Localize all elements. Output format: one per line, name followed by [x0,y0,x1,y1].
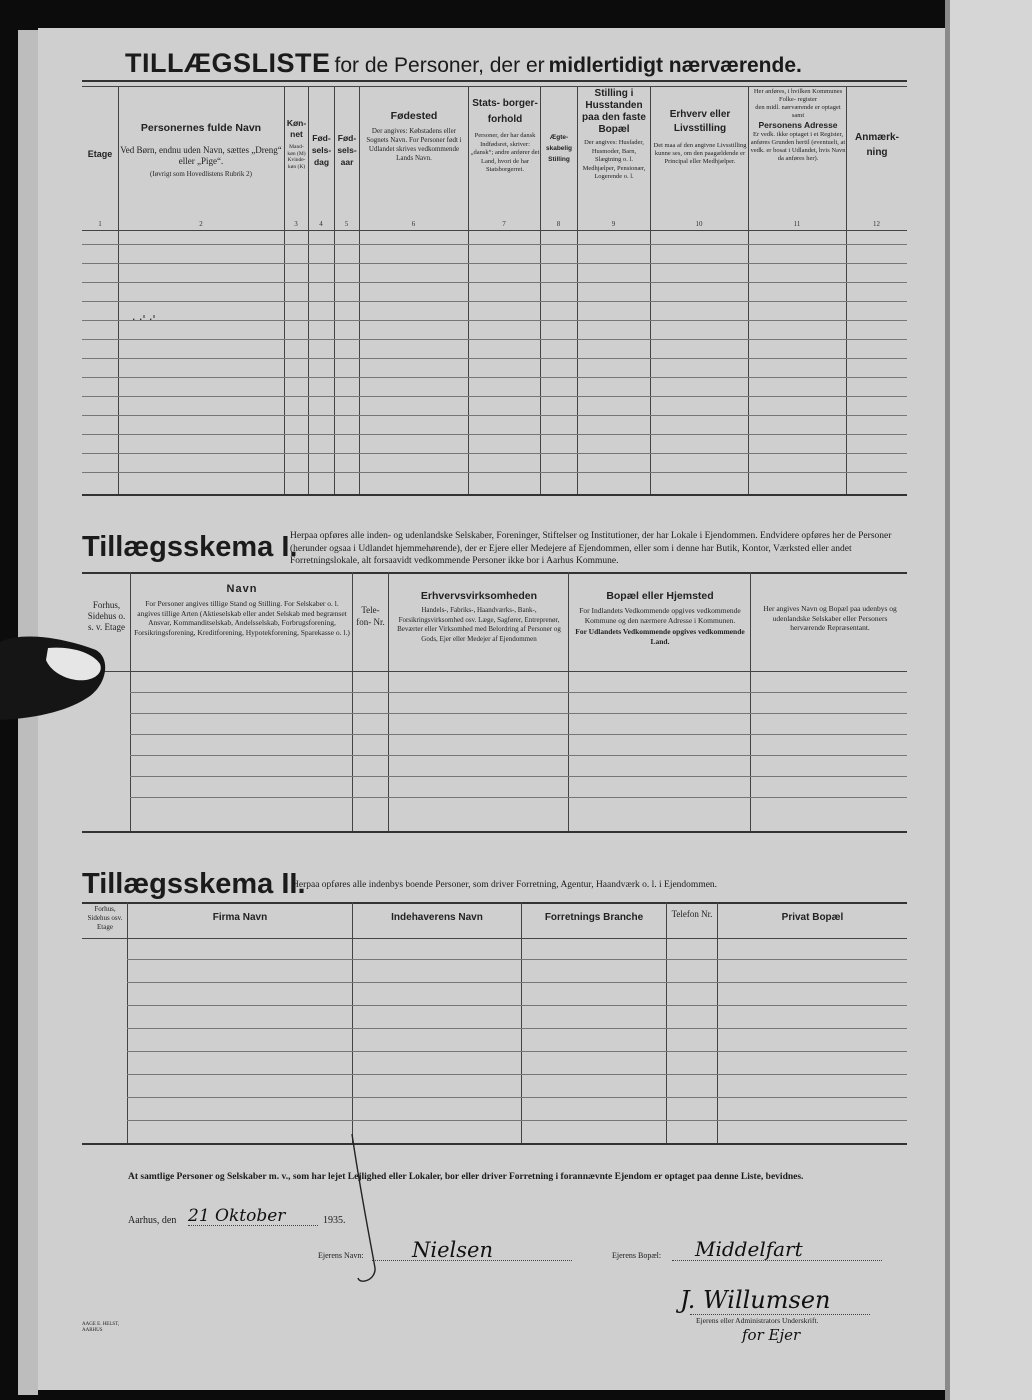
printer-imprint: AAGE E. HELST, AARHUS [82,1322,120,1333]
date-city-label: Aarhus, den [128,1215,177,1226]
col-citizenship-note: Personer, der har dansk Indfødsret, skriver: „dansk“; andre anfører det Land, hvori de har Statsborgerret. [470,132,540,173]
col-gender-title: Køn- net [286,118,307,139]
title-end: midlertidigt nærværende. [548,54,802,77]
col-name-note: Ved Børn, endnu uden Navn, sættes „Dreng“ eller „Pige“. [120,145,282,166]
col-household-note: Der angives: Husfader, Husmoder, Barn, Slægtning o. l. Medhjælper, Pensionær, Logerende o. l. [582,139,646,180]
col-occupation-title: Erhverv eller Livsstilling [669,109,731,134]
col-address-header [750,88,846,163]
skema2-col-firma: Firma Navn [212,912,268,923]
col-occupation-header [652,108,748,166]
date-handwritten: 21 Oktober [188,1206,286,1226]
col-num-2: 2 [199,220,203,228]
col-citizenship-header [470,96,540,175]
col-citizenship-title: Stats- borger- forhold [472,98,538,125]
col-num-3: 3 [294,220,298,228]
skema2-col-bopael: Privat Bopæl [781,912,844,923]
form-page [38,28,950,1390]
col-num-12: 12 [873,220,880,228]
col-num-1: 1 [98,220,102,228]
date-year: 1935. [323,1215,346,1226]
skema1-col-telefon: Tele- fon- Nr. [356,605,385,627]
thumb-photo [0,630,110,725]
skema1-col-erhverv [391,590,567,644]
col-num-4: 4 [319,220,323,228]
col-household-header [578,88,650,182]
skema1-col-erhverv-note: Handels-, Fabriks-, Haandværks-, Bank-, Forsikringsvirksomhed osv. Læge, Sagfører, Entreprenør, Beværter eller Virksomhed med Belordring af Personer og Gods, Ejer eller Medejer af Ejendommen [397,606,561,643]
title-middle: for de Personer, der er [334,54,545,77]
col-num-5: 5 [344,220,349,228]
col-birthplace-title: Fødested [390,110,438,122]
signature-label: Ejerens eller Administrators Underskrift. [696,1316,819,1325]
col-etage-header: Etage [87,149,113,159]
col-gender-header [285,118,308,170]
skema2-intro: Herpaa opføres alle indenbys boende Personer, som driver Forretning, Agentur, Haandværk o. l. i Ejendommen. [292,880,718,890]
skema1-title: Tillægsskema I. [82,531,298,563]
skema2-col-indehaver: Indehaverens Navn [391,912,483,923]
col-birthyear-header: Fød- sels- aar [337,133,357,167]
col-num-7: 7 [502,220,506,228]
col-address-title: Personens Adresse [758,120,838,130]
facing-page [950,0,1032,1400]
owner-name-hand: Nielsen [412,1238,493,1262]
col-num-8: 8 [556,220,561,228]
page-title [125,48,905,79]
title-main: TILLÆGSLISTE [125,48,331,78]
skema1-col-navn-note: For Personer angives tillige Stand og Stilling. For Selskaber o. l. angives tillige Arten (Aktieselskab eller andet Selskab med begrænset Ansvar, Kommanditselskab, Andelsselskab, Forbrugsforening, Forsikringsforening, Kreditforening, Hypotekforening, Sparekasse o. l.) [134,599,350,637]
col-address-note: Er vedk. ikke optaget i et Register, anføres Grunden hertil (eventuelt, at vedk. er bosat i Udlandet, hvis Navn da anføres her). [750,131,846,162]
owner-name-label: Ejerens Navn: [318,1251,364,1260]
col-remark-header: Anmærk- ning [855,132,899,158]
col-birthday-header: Fød- sels- dag [311,133,332,167]
col-address-pre: Her anføres, i hvilken Kommunes Folke- register [753,88,843,103]
col-num-10: 10 [695,220,703,228]
signature-hand: J. Willumsen [680,1286,831,1314]
signature-hand2: for Ejer [742,1326,801,1344]
skema2-title: Tillægsskema II. [82,868,306,900]
col-num-11: 11 [793,220,801,228]
skema1-col-bopael-note2: For Udlandets Vedkommende opgives vedkommende Land. [575,627,745,646]
owner-address-label: Ejerens Bopæl: [612,1251,662,1260]
skema2-col-telefon: Telefon Nr. [671,909,713,919]
col-birthplace-note: Der angives: Købstadens eller Sognets Navn. For Personer født i Udlandet skrives vedkommende Lands Navn. [366,126,462,162]
skema1-col-bopael [572,590,748,646]
col-name-note2: (Iøvrigt som Hovedlistens Rubrik 2) [150,170,252,178]
skema2-col-branche: Forretnings Branche [544,912,644,923]
skema1-col-etage: Forhus, Sidehus o. s. v. Etage [87,600,126,632]
col-household-title: Stilling i Husstanden paa den faste Bopæl [582,88,646,135]
skema1-intro: Herpaa opføres alle inden- og udenlandske Selskaber, Foreninger, Stiftelser og Institutioner, der har Lokale i Ejendommen. Endvidere opføres her de Personer (herunder ogsaa i Udlandet hjemmehørende), der er Ejere eller Medejere af Ejendommen, eller som i denne har Butik, Kontor, Værksted eller andet Forretningslokale, alt forsaavidt vedkommende Personer ikke bor i Aarhus Kommune. [290,531,892,566]
pen-stroke [330,1130,400,1290]
col-num-6: 6 [411,220,416,228]
declaration-text: At samtlige Personer og Selskaber m. v., som har lejet Lejlighed eller Lokaler, bor eller driver Forretning i forannævnte Ejendom er optaget paa denne Liste, bevidnes. [128,1172,804,1182]
skema1-col-bopael-note1: For Indlandets Vedkommende opgives vedkommende Kommune og den nærmere Adresse i Kommunen. [579,606,741,625]
col-birthplace-header [361,112,467,163]
col-gender-note: Mand- køn (M) Kvinde- køn (K) [287,144,306,170]
skema1-col-navn-title: Navn [226,583,258,595]
col-name-header [120,122,282,179]
col-num-9: 9 [611,220,616,228]
skema2-col-etage: Forhus, Sidehus osv. Etage [87,905,123,931]
col-name-title: Personernes fulde Navn [140,122,262,134]
skema1-col-navn [134,582,350,637]
col-address-mid: den midl. nærværende er optaget samt [755,104,841,119]
skema1-col-bopael-title: Bopæl eller Hjemsted [606,590,714,602]
skema1-col-erhverv-title: Erhvervsvirksomheden [420,590,538,602]
stray-mark: · ·' ·' [132,313,156,326]
skema1-col-repr: Her angives Navn og Bopæl paa udenbys og udenlandske Selskaber eller Personers herværende Repræsentant. [763,604,897,632]
col-occupation-note: Det maa af den angivne Livsstilling kunne ses, om den paagældende er Principal eller Medhjælper. [653,142,747,165]
owner-address-hand: Middelfart [695,1237,803,1261]
col-marital-header: Ægte- skabelig Stilling [545,134,572,163]
